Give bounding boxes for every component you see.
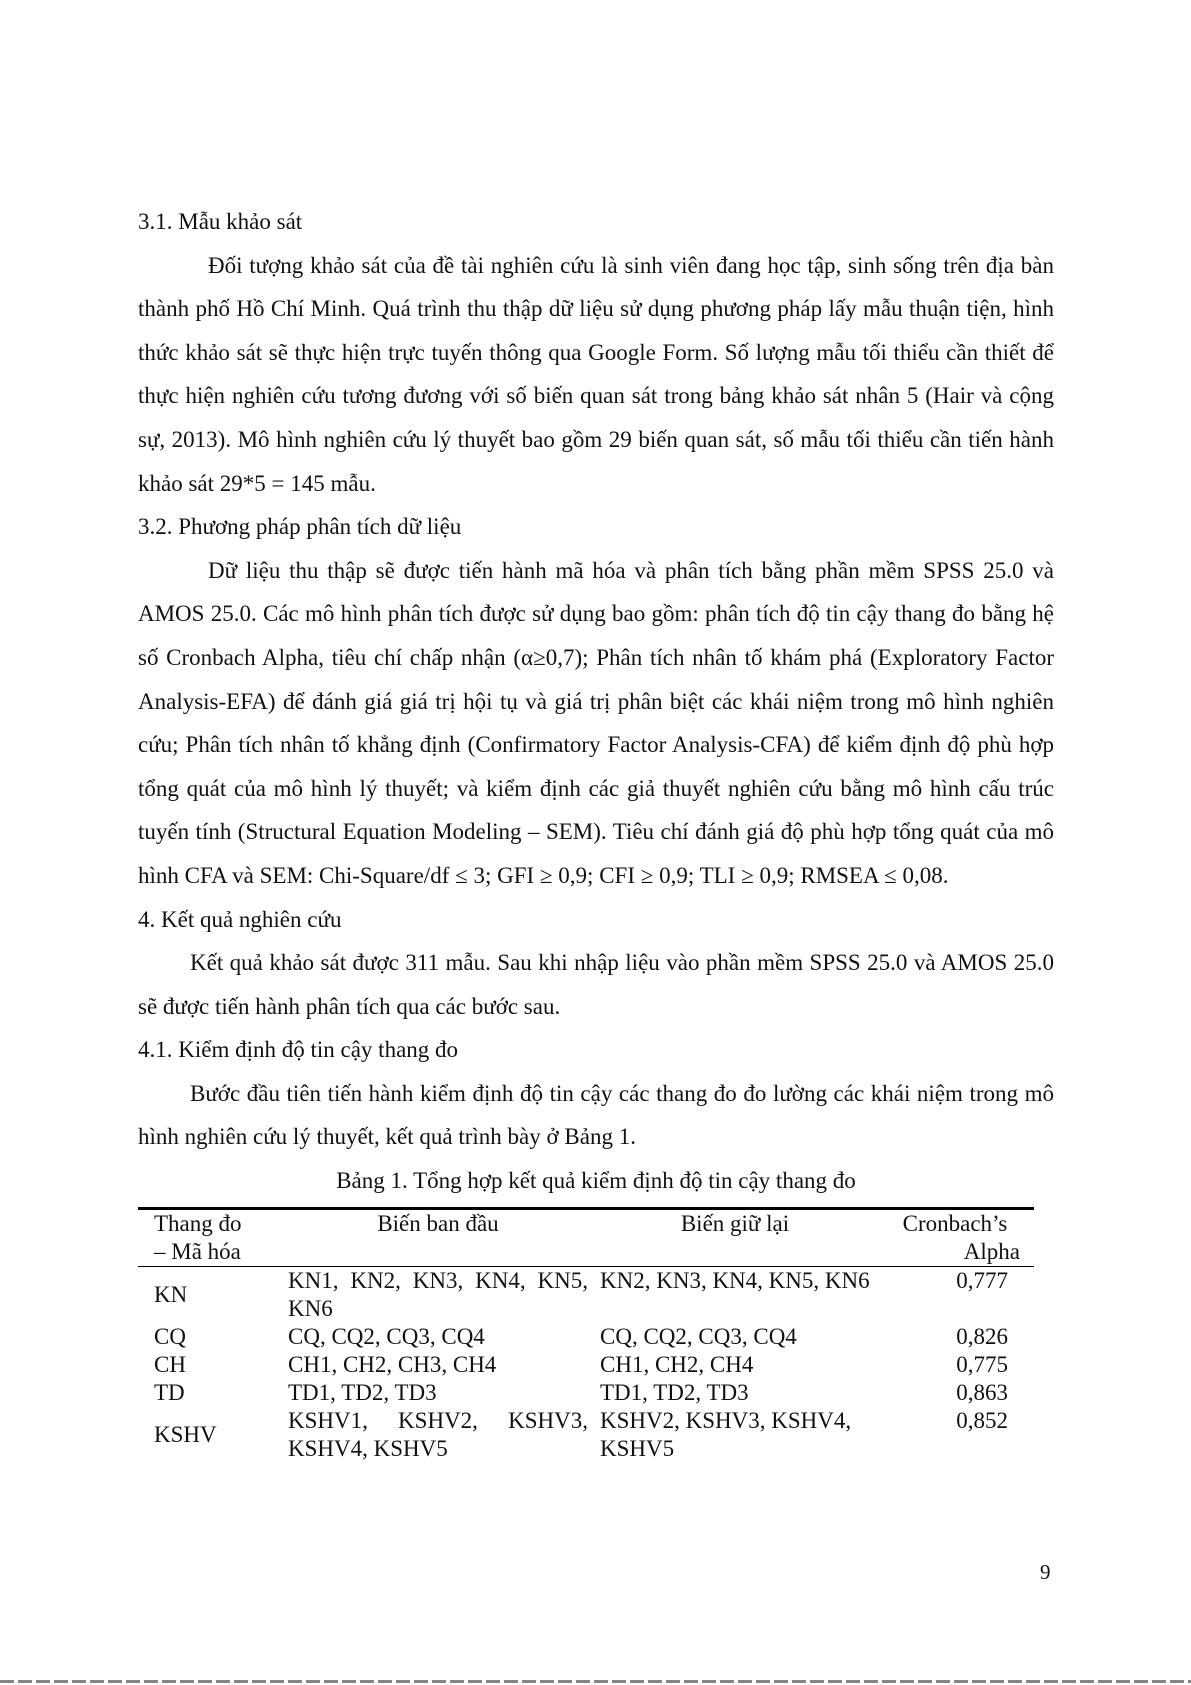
table-row <box>138 1407 1034 1473</box>
cell-retained: KSHV2, KSHV3, KSHV4, KSHV5 <box>600 1408 852 1462</box>
table-row <box>138 1379 1034 1407</box>
section-3-1-heading: 3.1. Mẫu khảo sát <box>138 209 303 234</box>
cell-code: CQ <box>154 1324 186 1350</box>
table-caption: Bảng 1. Tổng hợp kết quả kiểm định độ tin cậy thang đo <box>336 1168 856 1194</box>
header-scale-code <box>138 1209 282 1267</box>
cell-initial: KSHV1, KSHV2, KSHV3, KSHV4, KSHV5 <box>288 1408 588 1462</box>
cell-alpha: 0,777 <box>956 1268 1008 1294</box>
section-4-1-paragraph: Bước đầu tiên tiến hành kiểm định độ tin cậy các thang đo đo lường các khái niệm trong mô hình nghiên cứu lý thuyết, kết quả trình bày ở Bảng 1. <box>138 1080 1054 1150</box>
cell-retained: KN2, KN3, KN4, KN5, KN6 <box>600 1268 870 1294</box>
table-row <box>138 1323 1034 1351</box>
cell-alpha: 0,863 <box>956 1380 1008 1406</box>
cell-initial: CQ, CQ2, CQ3, CQ4 <box>288 1324 485 1350</box>
header-cronbach-alpha <box>876 1209 1034 1267</box>
header-alpha-line1: Cronbach’s <box>902 1211 1008 1237</box>
section-4-paragraph: Kết quả khảo sát được 311 mẫu. Sau khi nhập liệu vào phần mềm SPSS 25.0 và AMOS 25.0 sẽ được tiến hành phân tích qua các bước sau. <box>138 950 1054 1019</box>
cell-retained: CH1, CH2, CH4 <box>600 1352 754 1378</box>
table-header-row <box>138 1209 1034 1267</box>
section-3-2-paragraph: Dữ liệu thu thập sẽ được tiến hành mã hóa và phân tích bằng phần mềm SPSS 25.0 và AMOS 25.0. Các mô hình phân tích được sử dụng bao gồm: phân tích độ tin cậy thang đo bằng hệ số Cronbach Alpha, tiêu chí chấp nhận (α≥0,7); Phân tích nhân tố khám phá (Exploratory Factor Analysis-EFA) để đánh giá giá trị hội tụ và giá trị phân biệt các khái niệm trong mô hình nghiên cứu; Phân tích nhân tố khẳng định (Confirmatory Factor Analysis-CFA) để kiểm định độ phù hợp tổng quát của mô hình lý thuyết; và kiểm định các giả thuyết nghiên cứu bằng mô hình cấu trúc tuyến tính (Structural Equation Modeling – SEM). Tiêu chí đánh giá độ phù hợp tổng quát của mô hình CFA và SEM: Chi-Square/df ≤ 3; GFI ≥ 0,9; CFI ≥ 0,9; TLI ≥ 0,9; RMSEA ≤ 0,08. <box>138 557 1054 888</box>
cell-code: KSHV <box>154 1422 217 1448</box>
section-4-1-heading: 4.1. Kiểm định độ tin cậy thang đo <box>138 1037 459 1063</box>
table-row <box>138 1267 1034 1324</box>
cell-retained: TD1, TD2, TD3 <box>600 1380 749 1406</box>
page-number: 9 <box>1040 1560 1051 1584</box>
cell-code: KN <box>154 1282 188 1308</box>
footer-divider <box>0 1680 1191 1683</box>
cell-retained: CQ, CQ2, CQ3, CQ4 <box>600 1324 797 1350</box>
header-alpha-line2: Alpha <box>963 1239 1020 1265</box>
cell-code: CH <box>154 1352 186 1378</box>
cell-alpha: 0,775 <box>956 1352 1008 1378</box>
header-initial-variables: Biến ban đầu <box>377 1211 499 1237</box>
reliability-table <box>138 1207 1034 1473</box>
header-scale-code-line1: Thang đo <box>154 1211 242 1237</box>
section-3-2-heading: 3.2. Phương pháp phân tích dữ liệu <box>138 514 462 540</box>
cell-initial: CH1, CH2, CH3, CH4 <box>288 1352 497 1378</box>
cell-initial: TD1, TD2, TD3 <box>288 1380 437 1406</box>
header-scale-code-line2: – Mã hóa <box>154 1239 241 1265</box>
cell-code: TD <box>154 1380 185 1406</box>
cell-alpha: 0,826 <box>956 1324 1008 1350</box>
header-retained-variables: Biến giữ lại <box>680 1211 790 1237</box>
cell-initial: KN1, KN2, KN3, KN4, KN5, KN6 <box>288 1268 588 1322</box>
page-content <box>138 200 1054 1473</box>
table-row <box>138 1351 1034 1379</box>
section-3-1-paragraph: Đối tượng khảo sát của đề tài nghiên cứu là sinh viên đang học tập, sinh sống trên địa bàn thành phố Hồ Chí Minh. Quá trình thu thập dữ liệu sử dụng phương pháp lấy mẫu thuận tiện, hình thức khảo sát sẽ thực hiện trực tuyến thông qua Google Form. Số lượng mẫu tối thiểu cần thiết để thực hiện nghiên cứu tương đương với số biến quan sát trong bảng khảo sát nhân 5 (Hair và cộng sự, 2013). Mô hình nghiên cứu lý thuyết bao gồm 29 biến quan sát, số mẫu tối thiểu cần tiến hành khảo sát 29*5 = 145 mẫu. <box>138 252 1054 496</box>
section-4-heading: 4. Kết quả nghiên cứu <box>138 906 342 932</box>
cell-alpha: 0,852 <box>956 1408 1008 1434</box>
